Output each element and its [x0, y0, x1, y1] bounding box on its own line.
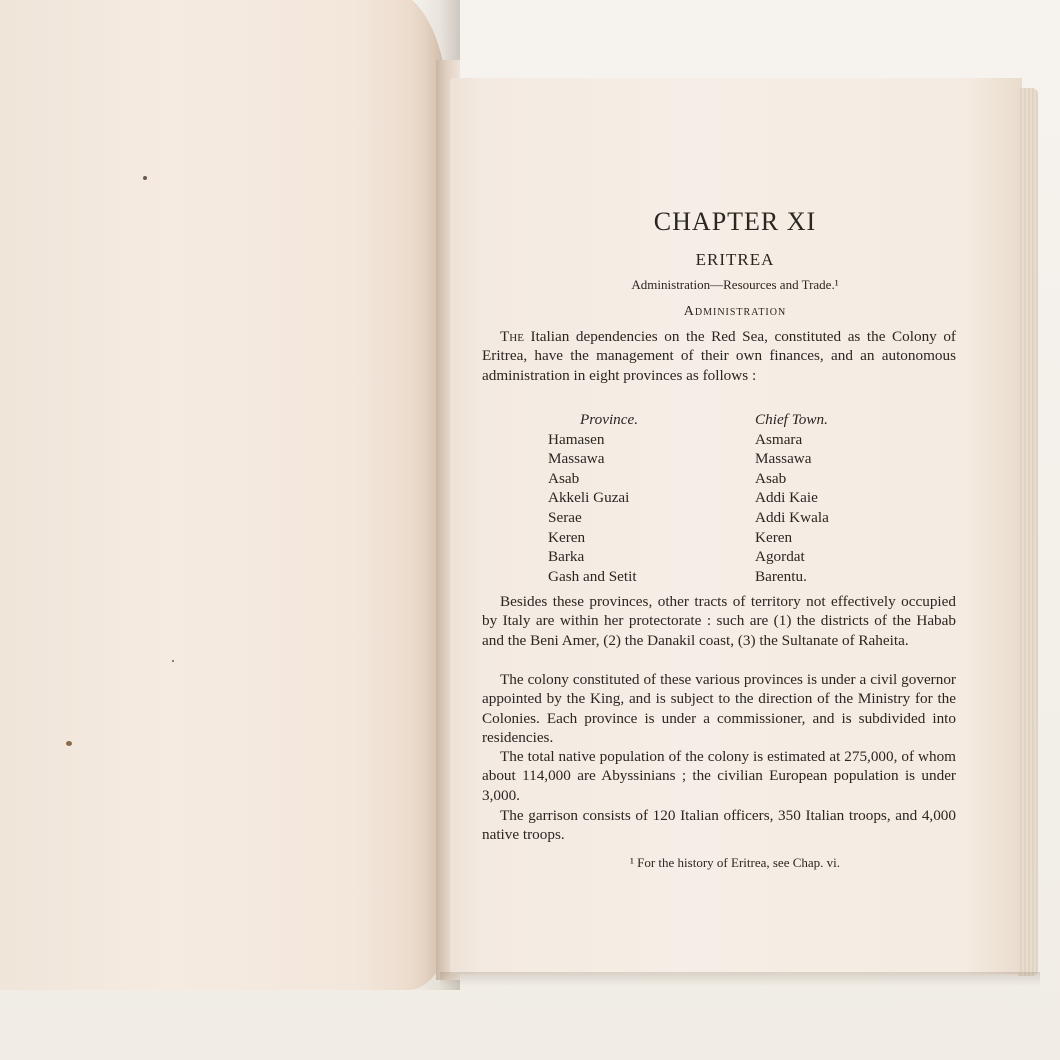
footnote: ¹ For the history of Eritrea, see Chap. vi.	[629, 855, 841, 870]
province-cell: Asab	[548, 469, 580, 487]
garrison-paragraph: The garrison consists of 120 Italian officers, 350 Italian troops, and 4,000 native troops.	[482, 807, 956, 844]
province-cell: Gash and Setit	[548, 567, 637, 585]
table-row	[540, 528, 950, 548]
intro-paragraph	[482, 327, 956, 385]
town-cell: Massawa	[755, 450, 812, 468]
province-cell: Massawa	[548, 450, 605, 468]
province-cell: Akkeli Guzai	[548, 489, 630, 507]
left-page	[0, 0, 448, 990]
town-cell: Asab	[755, 469, 787, 487]
table-row	[540, 430, 950, 450]
population-paragraph: The total native population of the colony is estimated at 275,000, of whom about 114,000 are Abyssinians ; the civilian European population is under 3,000.	[482, 748, 956, 804]
governance-paragraph: The colony constituted of these various provinces is under a civil governor appointed by the King, and is subject to the direction of the Ministry for the Colonies. Each province is under a commissioner, and is subdivided into residencies.	[482, 671, 956, 746]
intro-text: Italian dependencies on the Red Sea, constituted as the Colony of Eritrea, have the management of their own finances, and an autonomous administration in eight provinces as follows :	[482, 328, 956, 384]
subheading: Administration	[683, 304, 787, 319]
page-edges	[1018, 88, 1038, 976]
paper-speck	[66, 741, 72, 746]
intro-lead-word: The	[500, 328, 524, 345]
province-cell: Serae	[548, 508, 582, 526]
town-cell: Keren	[755, 528, 793, 546]
table-header	[540, 410, 950, 430]
paper-speck	[143, 176, 147, 180]
chapter-subtitle: Administration—Resources and Trade.¹	[631, 277, 839, 292]
town-cell: Agordat	[755, 548, 805, 566]
province-cell: Hamasen	[548, 430, 605, 448]
chief-town-column-header: Chief Town.	[755, 411, 828, 428]
province-table	[540, 410, 950, 586]
town-cell: Asmara	[755, 430, 803, 448]
paper-speck	[172, 660, 174, 662]
section-title: ERITREA	[695, 250, 775, 269]
table-row	[540, 567, 950, 587]
province-cell: Keren	[548, 528, 586, 546]
chapter-title: CHAPTER XI	[653, 207, 817, 236]
province-column-header: Province.	[580, 411, 639, 428]
page-bottom-shadow	[440, 972, 1040, 986]
town-cell: Addi Kaie	[755, 489, 818, 507]
table-row	[540, 449, 950, 469]
town-cell: Addi Kwala	[755, 508, 829, 526]
table-row	[540, 508, 950, 528]
table-row	[540, 488, 950, 508]
protectorate-paragraph: Besides these provinces, other tracts of territory not effectively occupied by Italy are within her protectorate : such are (1) the districts of the Habab and the Beni Amer, (2) the Danakil coast, (3) the Sultanate of Raheita.	[482, 593, 956, 649]
table-row	[540, 469, 950, 489]
table-row	[540, 547, 950, 567]
province-cell: Barka	[548, 548, 585, 566]
town-cell: Barentu.	[755, 567, 807, 585]
